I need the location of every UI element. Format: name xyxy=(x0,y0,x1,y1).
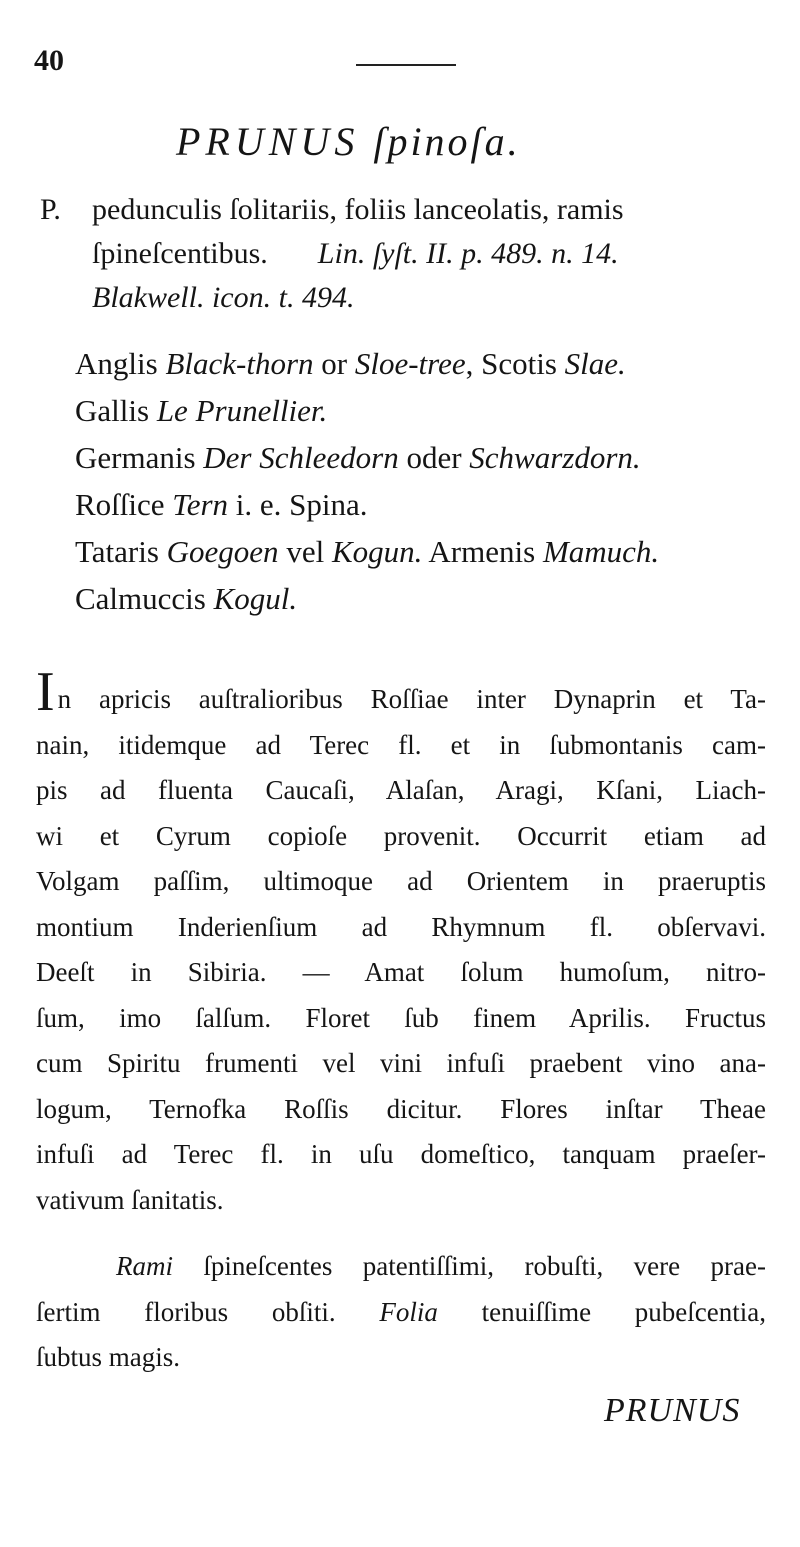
vernacular-line xyxy=(75,434,775,481)
diagnosis-block xyxy=(40,188,770,320)
page-number: 40 xyxy=(34,44,64,77)
vernacular-name: Mamuch. xyxy=(542,534,660,569)
text-line xyxy=(36,661,766,723)
vernacular-names xyxy=(75,340,775,622)
diagnosis-label: P. xyxy=(40,193,61,226)
text-line xyxy=(36,950,766,996)
diagnosis-text: pedunculis ſolitariis, foliis lanceolatis, ramis xyxy=(92,193,624,226)
vernacular-text: Roſſice xyxy=(75,487,173,522)
vernacular-text: i. e. Spina. xyxy=(228,487,368,522)
vernacular-name: Goegoen xyxy=(166,534,279,569)
text-line xyxy=(36,1335,766,1381)
vernacular-line xyxy=(75,528,775,575)
vernacular-name: Slae. xyxy=(564,346,626,381)
text-line xyxy=(36,905,766,951)
italic-term: Rami xyxy=(116,1251,173,1281)
line-text: montium Inderienſium ad Rhymnum fl. obſervavi. xyxy=(36,911,766,942)
blakwell-reference: Blakwell. icon. t. 494. xyxy=(92,281,355,314)
line-text: logum, Ternofka Roſſis dicitur. Flores inſtar Theae xyxy=(36,1093,766,1124)
vernacular-name: Der Schleedorn xyxy=(203,440,399,475)
text-line xyxy=(36,996,766,1042)
vernacular-text: oder xyxy=(398,440,470,475)
line-text: infuſi ad Terec fl. in uſu domeſtico, tanquam praeſer- xyxy=(36,1139,766,1169)
line-text: n apricis auſtralioribus Roſſiae inter Dynaprin et Ta- xyxy=(57,684,766,714)
vernacular-text: Tataris xyxy=(75,534,167,569)
vernacular-line xyxy=(75,481,775,528)
line-text: ſpineſcentes patentiſſimi, robuſti, vere prae- xyxy=(173,1251,766,1281)
line-text: ſertim floribus obſiti. xyxy=(36,1296,380,1327)
vernacular-name: Tern xyxy=(172,487,229,522)
vernacular-text: vel xyxy=(278,534,332,569)
line-text: vativum ſanitatis. xyxy=(36,1184,224,1215)
description-paragraph xyxy=(36,1244,766,1381)
vernacular-name: Black-thorn xyxy=(165,346,314,381)
vernacular-name: Kogul. xyxy=(213,581,298,616)
vernacular-text: , Scotis xyxy=(465,346,565,381)
linnaeus-reference: Lin. ſyſt. II. p. 489. n. 14. xyxy=(317,237,619,270)
text-line xyxy=(36,859,766,905)
drop-cap: I xyxy=(36,661,55,723)
text-line xyxy=(36,1244,766,1290)
title-genus: PRUNUS xyxy=(176,119,360,164)
vernacular-line xyxy=(75,340,775,387)
vernacular-text: Gallis xyxy=(75,393,157,428)
line-text: Deeſt in Sibiria. — Amat ſolum humoſum, nitro- xyxy=(36,957,766,987)
vernacular-text: Germanis xyxy=(75,440,204,475)
diagnosis-line xyxy=(40,276,770,320)
vernacular-name: Le Prunellier. xyxy=(156,393,328,428)
text-line xyxy=(36,768,766,814)
text-line xyxy=(36,1132,766,1178)
text-line xyxy=(36,1041,766,1087)
vernacular-line xyxy=(75,387,775,434)
text-line xyxy=(36,1178,766,1224)
text-line xyxy=(36,1087,766,1133)
diagnosis-line xyxy=(40,188,770,232)
diagnosis-text: ſpineſcentibus. xyxy=(92,237,268,270)
line-text: Volgam paſſim, ultimoque ad Orientem in praeruptis xyxy=(36,866,766,896)
line-text: tenuiſſime pubeſcentia, xyxy=(437,1296,766,1327)
vernacular-name: Schwarzdorn. xyxy=(469,440,641,475)
line-text: ſubtus magis. xyxy=(36,1342,181,1372)
line-text: wi et Cyrum copioſe provenit. Occurrit etiam ad xyxy=(36,820,766,851)
vernacular-name: Kogun. xyxy=(331,534,423,569)
header-rule xyxy=(356,64,456,66)
vernacular-name: Sloe-tree xyxy=(354,346,466,381)
vernacular-text: or xyxy=(313,346,355,381)
diagnosis-line xyxy=(40,232,770,276)
vernacular-text: Anglis xyxy=(75,346,166,381)
text-line xyxy=(36,814,766,860)
habitat-paragraph xyxy=(36,661,766,1223)
species-title xyxy=(176,118,521,165)
line-text: ſum, imo ſalſum. Floret ſub finem Aprilis. Fructus xyxy=(36,1002,766,1033)
vernacular-text: Armenis xyxy=(422,534,543,569)
text-line xyxy=(36,1290,766,1336)
text-line xyxy=(36,723,766,769)
title-epithet: ſpinoſa. xyxy=(373,119,521,164)
line-text: nain, itidemque ad Terec fl. et in ſubmontanis cam- xyxy=(36,729,766,760)
vernacular-text: Calmuccis xyxy=(75,581,214,616)
italic-term: Folia xyxy=(379,1296,438,1327)
line-text: cum Spiritu frumenti vel vini infuſi praebent vino ana- xyxy=(36,1048,766,1078)
catchword: PRUNUS xyxy=(604,1392,741,1429)
line-text: pis ad fluenta Caucaſi, Alaſan, Aragi, Kſani, Liach- xyxy=(36,775,766,805)
vernacular-line xyxy=(75,575,775,622)
